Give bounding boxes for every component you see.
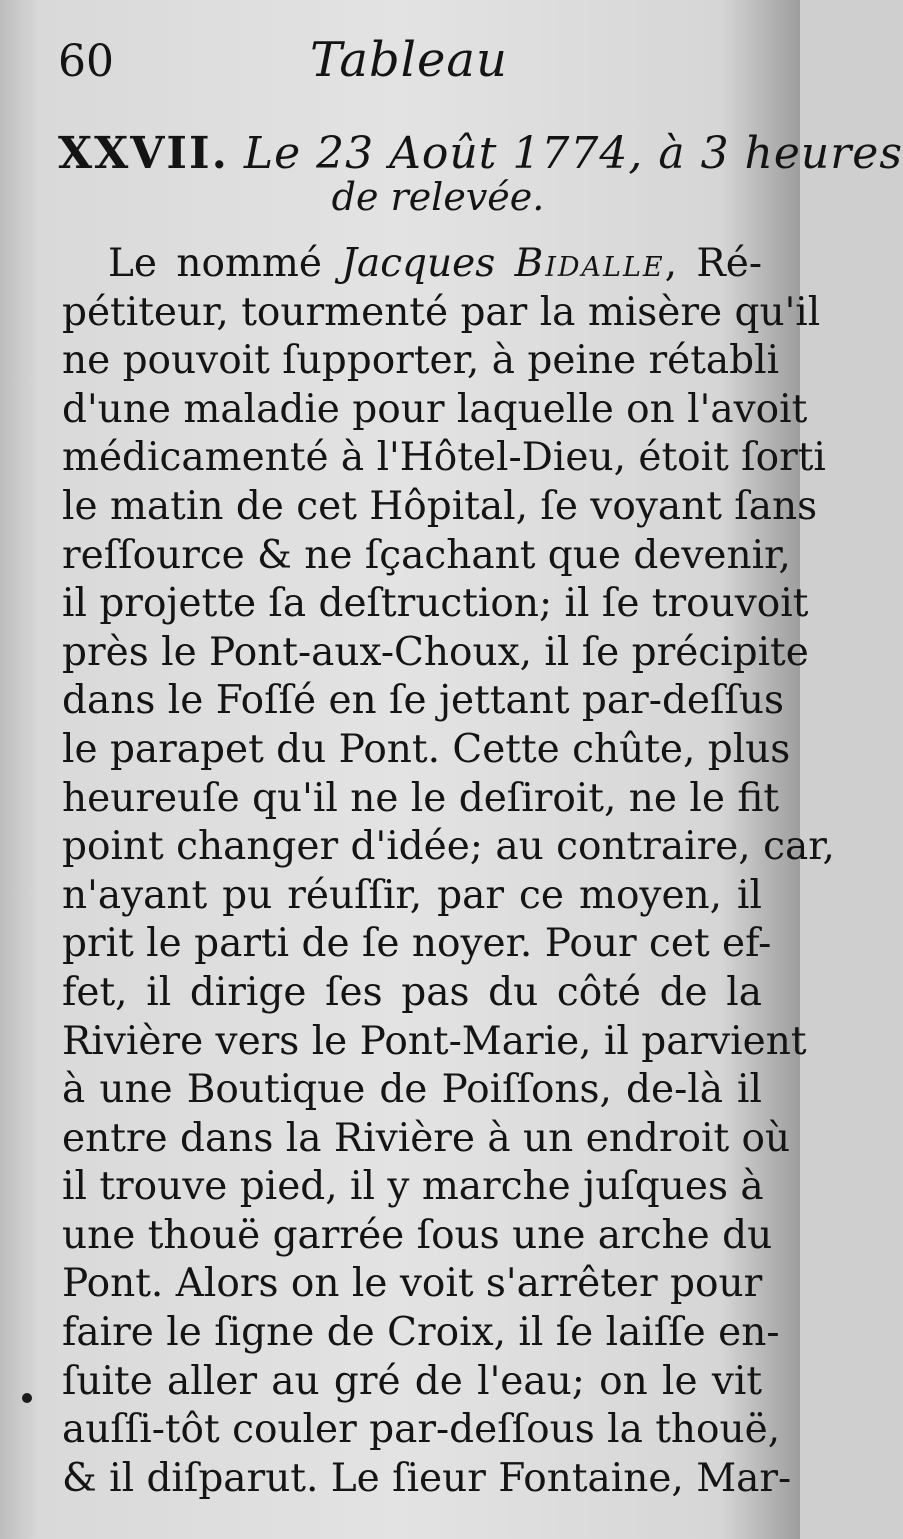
text-line: le parapet du Pont. Cette chûte, plus	[62, 726, 791, 772]
page-header	[58, 32, 760, 102]
text-line: prit le parti de ſe noyer. Pour cet ef-	[62, 921, 772, 967]
text-line: heureuſe qu'il ne le deſiroit, ne le fit	[62, 775, 780, 821]
text-line: auſſi-tôt couler par-deſſous la thouë,	[62, 1407, 781, 1453]
entry-heading	[58, 128, 903, 219]
text-line: dans le Foſſé en ſe jettant par-deſſus	[62, 678, 784, 724]
running-head: Tableau	[310, 32, 508, 88]
text-line	[62, 240, 762, 289]
entry-heading-line	[58, 128, 903, 179]
text-line: à une Boutique de Poiſſons, de-là il	[62, 1067, 762, 1113]
text-line: d'une maladie pour laquelle on l'avoit	[62, 386, 808, 432]
text-line: n'ayant pu réuſſir, par ce moyen, il	[62, 872, 762, 918]
text-line: reſſource & ne ſçachant que devenir,	[62, 532, 791, 578]
body-text	[62, 240, 835, 1503]
page-number: 60	[58, 36, 114, 87]
text-line: faire le ſigne de Croix, il ſe laiſſe en-	[62, 1310, 780, 1356]
text-line: Rivière vers le Pont-Marie, il parvient	[62, 1018, 807, 1064]
name-surname: Bidalle	[514, 241, 665, 286]
name-first: Jacques	[341, 241, 515, 286]
text-line: le matin de cet Hôpital, ſe voyant ſans	[62, 483, 818, 529]
text-line: point changer d'idée; au contraire, car,	[62, 824, 835, 870]
text-line: médicamenté à l'Hôtel-Dieu, étoit ſorti	[62, 435, 826, 481]
entry-date: Le 23 Août 1774, à 3 heures	[243, 128, 903, 179]
text-line: & il diſparut. Le ſieur Fontaine, Mar-	[62, 1455, 792, 1501]
text-line: ne pouvoit ſupporter, à peine rétabli	[62, 338, 780, 384]
text-line: ſuite aller au gré de l'eau; on le vit	[62, 1358, 762, 1404]
text-span: Le nommé	[108, 241, 342, 286]
entry-number: XXVII.	[58, 128, 229, 179]
text-span: , Ré-	[664, 241, 762, 286]
text-line: il projette ſa deſtruction; il ſe trouvoit	[62, 581, 809, 627]
text-line: près le Pont-aux-Choux, il ſe précipite	[62, 629, 809, 675]
text-line: fet, il dirige ſes pas du côté de la	[62, 969, 762, 1015]
margin-mark	[22, 1393, 32, 1403]
text-line: pétiteur, tourmenté par la misère qu'il	[62, 289, 821, 335]
entry-date-continuation: de relevée.	[331, 175, 545, 219]
text-line: entre dans la Rivière à un endroit où	[62, 1115, 791, 1161]
text-line: il trouve pied, il y marche juſques à	[62, 1164, 764, 1210]
text-line: une thouë garrée ſous une arche du	[62, 1212, 773, 1258]
text-line: Pont. Alors on le voit s'arrêter pour	[62, 1261, 763, 1307]
